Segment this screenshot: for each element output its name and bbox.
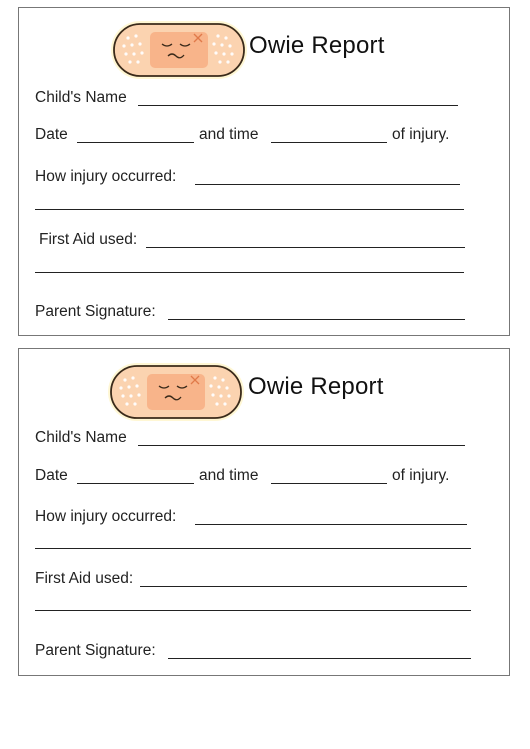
date-label: Date (35, 126, 68, 143)
date-field[interactable] (77, 142, 194, 143)
bandage-face-icon (110, 20, 248, 80)
date-field[interactable] (77, 483, 194, 484)
of-injury-label: of injury. (392, 467, 450, 484)
how-injury-field-continued[interactable] (35, 209, 464, 210)
parent-signature-label: Parent Signature: (35, 642, 156, 659)
parent-signature-field[interactable] (168, 658, 471, 659)
childs-name-label: Child's Name (35, 429, 127, 446)
how-injury-field[interactable] (195, 184, 460, 185)
owie-report-card-2 (18, 348, 510, 676)
first-aid-field[interactable] (140, 586, 467, 587)
and-time-label: and time (199, 467, 259, 484)
time-field[interactable] (271, 483, 387, 484)
childs-name-label: Child's Name (35, 89, 127, 106)
date-label: Date (35, 467, 68, 484)
how-injury-label: How injury occurred: (35, 168, 177, 185)
of-injury-label: of injury. (392, 126, 450, 143)
how-injury-field-continued[interactable] (35, 548, 471, 549)
childs-name-field[interactable] (138, 105, 458, 106)
and-time-label: and time (199, 126, 259, 143)
how-injury-label: How injury occurred: (35, 508, 177, 525)
form-title: Owie Report (249, 32, 385, 59)
parent-signature-field[interactable] (168, 319, 465, 320)
parent-signature-label: Parent Signature: (35, 303, 156, 320)
first-aid-field-continued[interactable] (35, 610, 471, 611)
form-title: Owie Report (248, 373, 384, 400)
first-aid-field-continued[interactable] (35, 272, 464, 273)
first-aid-label: First Aid used: (35, 570, 134, 587)
first-aid-label: First Aid used: (39, 231, 138, 248)
first-aid-field[interactable] (146, 247, 465, 248)
time-field[interactable] (271, 142, 387, 143)
childs-name-field[interactable] (138, 445, 465, 446)
how-injury-field[interactable] (195, 524, 467, 525)
bandage-face-icon (107, 362, 245, 422)
owie-report-card-1 (18, 7, 510, 336)
